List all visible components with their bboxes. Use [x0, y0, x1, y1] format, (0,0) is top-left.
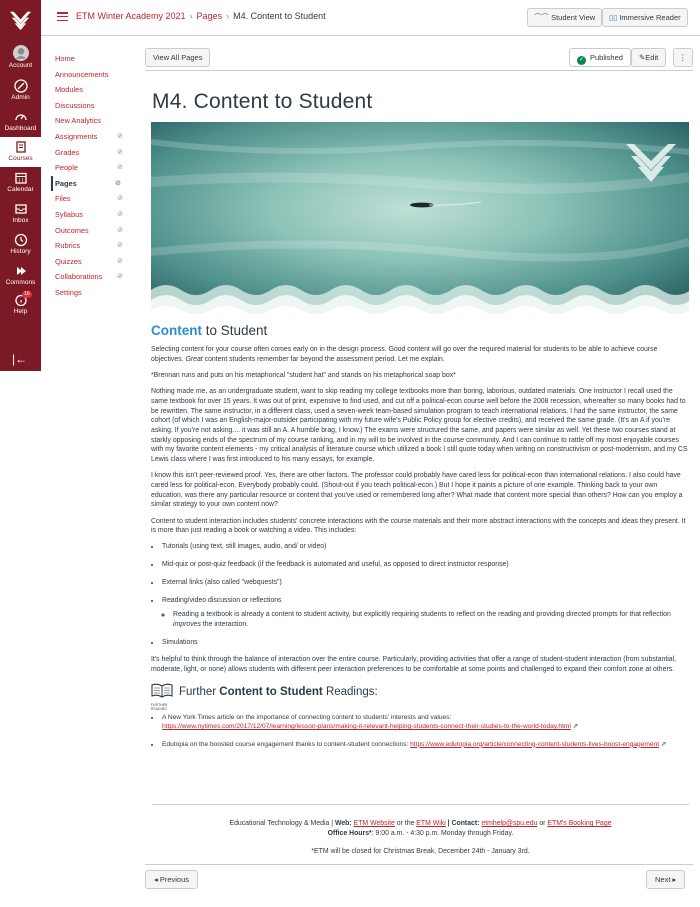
hamburger-menu-icon[interactable] — [57, 12, 68, 21]
global-nav — [0, 0, 41, 371]
course-nav-assignments[interactable] — [55, 129, 130, 145]
course-nav-discussions[interactable] — [55, 98, 130, 114]
list-item: • Tutorials (using text, still images, audio, and/ or video) — [161, 542, 689, 552]
reading-item — [161, 740, 689, 750]
reading-text: A New York Times article on the importance of connecting content to students' interests and values: — [162, 713, 452, 721]
global-nav-label: Calendar — [7, 186, 34, 193]
course-nav-announcements[interactable] — [55, 67, 130, 83]
course-nav-label: Pages — [55, 178, 77, 188]
course-nav-modules[interactable] — [55, 82, 130, 98]
breadcrumb-pages[interactable]: Pages — [196, 11, 223, 21]
footer-or: or the — [394, 820, 417, 827]
commons-icon — [14, 264, 28, 278]
paragraph-reflection: I know this isn't peer-reviewed proof. Yes, there are other factors. The professor could probably have cared less for political-econ than international relations. I also could have cared less for political-econ. Everybody probably could. (Shout-out if you teach political-econ.) But I hope it paints a picture of one example. Thinking back to your own education, was there any particular resource or content that you've used or remembered long after? What made that content more special than others? How can you employ a similar strategy to your own content now? — [151, 472, 683, 509]
footer-closure: *ETM will be closed for Christmas Break, December 24th - January 3rd. — [311, 848, 530, 855]
list-item: • External links (also called "webquests") — [161, 578, 689, 588]
glasses-icon: ⌒⌒ — [534, 13, 552, 22]
readings-title-post: Readings: — [322, 685, 378, 698]
course-nav-collaborations[interactable] — [55, 269, 130, 285]
page-body — [151, 323, 689, 757]
global-nav-label: Inbox — [12, 217, 29, 224]
published-label: Published — [590, 53, 623, 62]
global-nav-label: Help — [13, 308, 28, 315]
footer-hours: : 9:00 a.m. - 4:30 p.m. Monday through Friday. — [371, 830, 514, 837]
course-nav-settings[interactable] — [55, 285, 130, 301]
global-nav-courses[interactable] — [0, 137, 41, 167]
collapse-nav-icon[interactable]: |← — [12, 352, 28, 366]
footer-web-label: Web: — [334, 820, 352, 827]
hidden-eye-icon: ⊘ — [117, 242, 123, 250]
breadcrumb — [76, 11, 326, 21]
help-badge: 10 — [24, 291, 30, 297]
hidden-eye-icon: ⊘ — [117, 164, 123, 172]
paragraph-story: Nothing made me, as an undergraduate student, want to skip reading my college textbooks more than boring, laborious, outdated materials. One instructor I recall used the same textbook for over 15 years. It was out of print, expensive to find used, and cut off a political-econ course well before the 2008 recession, whereafter so many books had to be rewritten. The same instructor, in a different class, used a seven-week team-based simulation program to teach international relations. I had the same instructor, the same cohort (of which I was an English-major-outsider participating with my future wife's Public Policy group for elective credits), and received the same grade. (It's an A if you're asking. If you're not asking.... it was still an A. A humble brag, I know.) The exams were structured the same, and papers were similar as well. Yet these two courses stand at starkly opposing ends of the spectrum of my course ranking, and in my will to be involved in the course community. And I can continue to rattle off my most enjoyable courses with my favorite content elements - my critical analysis of literature course which utilized a book I still quote today when writing on constructivism or post-modernism, and my CS Lewis class where I was first introduced to his many essays, for example. — [151, 388, 688, 464]
course-nav-label: Settings — [55, 287, 82, 297]
paragraph-aside: *Brennan runs and puts on his metaphorical "student hat" and stands on his metaphorical soap box* — [151, 371, 456, 379]
more-options-button[interactable]: ⋮ — [673, 48, 693, 67]
sub-list — [172, 610, 689, 629]
account-avatar-icon — [13, 45, 29, 61]
hidden-eye-icon: ⊘ — [117, 226, 123, 234]
global-nav-label: Account — [8, 62, 33, 69]
student-view-button[interactable] — [527, 8, 602, 27]
global-nav-calendar[interactable] — [0, 171, 41, 194]
breadcrumb-course[interactable]: ETM Winter Academy 2021 — [76, 11, 186, 21]
external-link-icon: ⇗ — [660, 740, 667, 748]
course-nav-label: New Analytics — [55, 116, 102, 126]
readings-list — [161, 713, 689, 750]
course-nav-label: Modules — [55, 85, 83, 95]
list-item: • Simulations — [161, 638, 689, 648]
published-button[interactable] — [569, 48, 631, 67]
course-nav-people[interactable] — [55, 160, 130, 176]
global-nav-commons[interactable] — [0, 264, 41, 287]
course-nav-label: Files — [55, 194, 71, 204]
dashboard-gauge-icon — [14, 110, 28, 124]
hidden-eye-icon: ⊘ — [117, 148, 123, 156]
immersive-reader-label: Immersive Reader — [619, 13, 681, 22]
hidden-eye-icon: ⊘ — [117, 195, 123, 203]
global-nav-inbox[interactable] — [0, 202, 41, 225]
hidden-eye-icon: ⊘ — [117, 273, 123, 281]
courses-book-icon — [14, 140, 28, 154]
inbox-icon — [14, 202, 28, 216]
etm-website-link[interactable]: ETM Website — [353, 820, 395, 827]
global-nav-admin[interactable] — [0, 79, 41, 102]
hidden-eye-icon: ⊘ — [117, 210, 123, 218]
course-nav-pages[interactable] — [51, 176, 130, 192]
course-nav-rubrics[interactable] — [55, 238, 130, 254]
pencil-icon: ✎ — [639, 53, 646, 62]
readings-header — [151, 683, 689, 703]
edit-label: Edit — [645, 53, 659, 62]
course-nav-quizzes[interactable] — [55, 254, 130, 270]
reading-text: Edutopia on the boosted course engagement thanks to content-student connections: — [162, 740, 411, 748]
footer-hours-line — [152, 829, 689, 839]
course-nav-new-analytics[interactable] — [55, 113, 130, 129]
edit-button[interactable] — [631, 48, 666, 67]
calendar-icon — [14, 171, 28, 185]
admin-shield-icon — [14, 79, 28, 93]
global-nav-help[interactable] — [0, 293, 41, 316]
global-nav-label: Courses — [8, 155, 33, 162]
paragraph-definition: Content to student interaction includes students' concrete interactions with the course materials and their more abstract interactions with the concepts and ideas they present. It is more than just reading a book or watching a video. This includes: — [151, 517, 686, 535]
footer-hours-label: Office Hours* — [327, 830, 372, 837]
course-nav-label: Grades — [55, 147, 80, 157]
external-link-icon: ⇗ — [572, 723, 579, 731]
next-button[interactable]: Next ▸ — [646, 870, 685, 889]
paragraph-balance: It's helpful to think through the balance of interaction over the entire course. Particularly, providing activities that offer a range of student-student interaction (from substantial, moderate, light, or none) allows students with different peer interaction preferences to be comfortable at some points and challenged to expand their comfort zone at others. — [151, 656, 677, 674]
page-footer — [152, 819, 689, 857]
open-book-icon — [151, 683, 173, 703]
readings-title — [179, 685, 378, 698]
book-caption: FURTHER READING — [151, 702, 168, 711]
etm-email-link[interactable]: etmhelp@spu.edu — [481, 820, 538, 827]
course-nav-syllabus[interactable] — [55, 207, 130, 223]
course-nav-grades[interactable] — [55, 145, 130, 161]
content-heading-rest: to Student — [202, 323, 268, 338]
course-nav-label: Collaborations — [55, 272, 103, 282]
check-icon: ✓ — [578, 57, 585, 63]
reading-link-edutopia[interactable]: https://www.edutopia.org/article/connecting-content-students-lives-boost-engagement — [410, 740, 660, 748]
sub-list-item: ◦ Reading a textbook is already a content to student activity, but explicitly requiring students to reflect on the reading and providing directed prompts for that reflection improves the interaction. — [172, 610, 689, 629]
etm-booking-link[interactable]: ETM's Booking Page — [547, 820, 612, 827]
list-item-text: Reading/video discussion or reflections — [162, 596, 282, 604]
global-nav-label: Admin — [11, 94, 30, 101]
previous-button[interactable]: ◂ Previous — [145, 870, 198, 889]
course-nav-files[interactable] — [55, 191, 130, 207]
footer-divider — [152, 804, 689, 805]
breadcrumb-current: M4. Content to Student — [233, 11, 326, 21]
pager-divider — [145, 864, 693, 865]
hidden-eye-icon: ⊘ — [117, 132, 123, 140]
global-nav-dashboard[interactable] — [0, 110, 41, 133]
content-heading-accent: Content — [151, 323, 202, 338]
list-item: • Mid-quiz or post-quiz feedback (if the feedback is automated and useful, as opposed to direct instructor response) — [161, 560, 689, 570]
course-nav-label: Assignments — [55, 131, 98, 141]
history-clock-icon — [14, 233, 28, 247]
breadcrumb-separator: › — [226, 11, 230, 21]
page-header — [41, 0, 700, 36]
course-nav — [55, 51, 130, 301]
paragraph-intro: Selecting content for your course often comes early on in the design process. Good content will go over the required material for students to be able to achieve course objectives. Great content students remember far beyond the assessment period. Let me explain. — [151, 346, 658, 363]
global-nav-account[interactable] — [0, 45, 41, 70]
course-nav-label: Home — [55, 54, 75, 63]
immersive-reader-button[interactable] — [602, 8, 688, 27]
course-nav-label: Syllabus — [55, 209, 83, 219]
footer-org: Educational Technology & Media | — [229, 820, 335, 827]
banner-image — [151, 122, 689, 316]
toolbar-divider — [145, 70, 693, 71]
interaction-list — [161, 542, 689, 647]
breadcrumb-separator: › — [189, 11, 193, 21]
hidden-eye-icon: ⊘ — [115, 179, 121, 187]
course-nav-label: Outcomes — [55, 225, 89, 235]
list-item — [161, 596, 689, 630]
course-nav-home[interactable] — [55, 51, 130, 67]
hidden-eye-icon: ⊘ — [117, 257, 123, 265]
global-nav-label: Commons — [5, 279, 36, 286]
immersive-reader-icon: ▯▯ — [609, 13, 620, 22]
institution-logo-icon[interactable] — [6, 6, 35, 35]
reading-link-nytimes[interactable]: https://www.nytimes.com/2017/12/07/learning/lesson-plans/making-it-relevant-helping-students-connect-their-studies-to-the-world-today.html — [162, 723, 571, 731]
readings-title-bold: Content to Student — [219, 685, 323, 698]
global-nav-label: History — [10, 248, 31, 255]
course-nav-label: People — [55, 163, 79, 173]
view-all-pages-button[interactable]: View All Pages — [145, 48, 210, 67]
course-nav-label: Quizzes — [55, 256, 82, 266]
content-heading — [151, 323, 689, 339]
footer-contact-line — [152, 819, 689, 829]
course-nav-outcomes[interactable] — [55, 223, 130, 239]
readings-title-pre: Further — [179, 685, 220, 698]
course-nav-label: Rubrics — [55, 241, 81, 251]
global-nav-label: Dashboard — [4, 125, 37, 132]
course-nav-label: Discussions — [55, 100, 95, 110]
page-title: M4. Content to Student — [152, 90, 373, 113]
footer-contact-label: | Contact: — [445, 820, 482, 827]
global-nav-history[interactable] — [0, 233, 41, 256]
reading-item — [161, 713, 689, 732]
etm-wiki-link[interactable]: ETM Wiki — [416, 820, 446, 827]
course-nav-label: Announcements — [55, 69, 109, 79]
footer-or: or — [537, 820, 548, 827]
student-view-label: Student View — [551, 13, 596, 22]
